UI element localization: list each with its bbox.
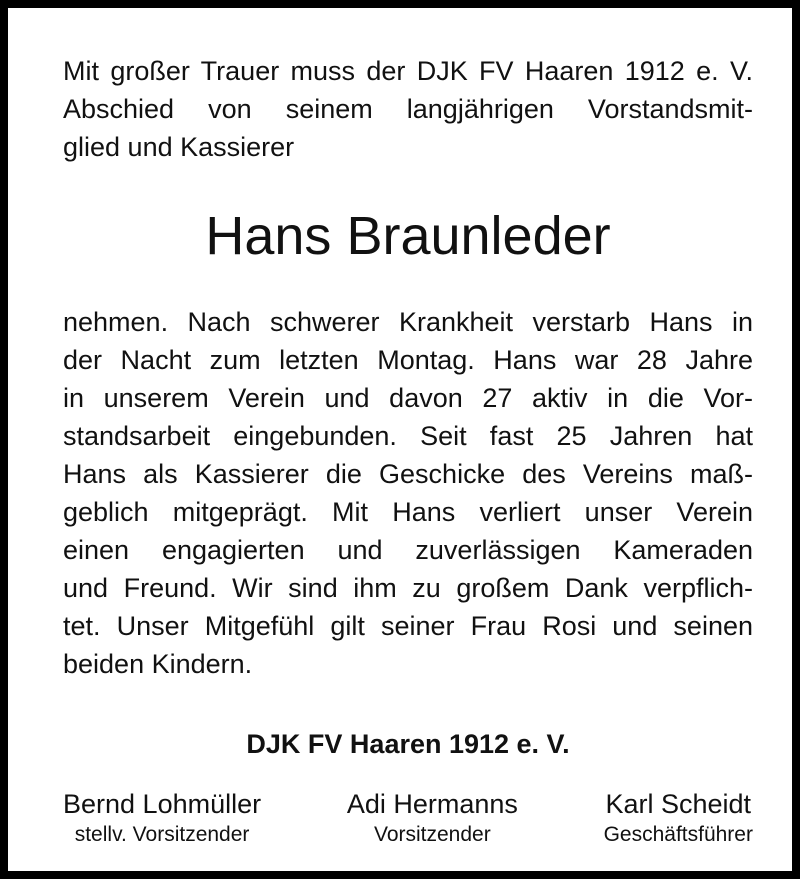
body-line: standsarbeit eingebunden. Seit fast 25 Jahren hat — [63, 421, 753, 451]
body-paragraph — [63, 303, 753, 683]
body-line: Hans als Kassierer die Geschicke des Vereins maß- — [63, 459, 753, 489]
signer-block — [63, 787, 261, 849]
signer-role: Geschäftsführer — [603, 823, 753, 846]
intro-line: Mit großer Trauer muss der DJK FV Haaren 1912 e. V. — [63, 56, 753, 86]
body-line: beiden Kindern. — [63, 649, 253, 679]
club-name: DJK FV Haaren 1912 e. V. — [246, 729, 570, 759]
body-line: einen engagierten und zuverlässigen Kameraden — [63, 535, 753, 565]
signer-name: Karl Scheidt — [605, 789, 752, 819]
signer-block — [347, 787, 518, 849]
signer-block — [604, 787, 753, 849]
intro-line: glied und Kassierer — [63, 132, 295, 162]
body-line: tet. Unser Mitgefühl gilt seiner Frau Rosi und seinen — [63, 611, 753, 641]
signer-role: Vorsitzender — [373, 823, 491, 846]
deceased-name: Hans Braunleder — [205, 206, 611, 266]
body-line: und Freund. Wir sind ihm zu großem Dank verpflich- — [63, 573, 753, 603]
signer-name: Bernd Lohmüller — [63, 789, 262, 819]
body-line: geblich mitgeprägt. Mit Hans verliert unser Verein — [63, 497, 753, 527]
signer-name: Adi Hermanns — [346, 789, 518, 819]
body-line: in unserem Verein und davon 27 aktiv in die Vor- — [63, 383, 753, 413]
body-line: der Nacht zum letzten Montag. Hans war 28 Jahre — [63, 345, 753, 375]
signer-role: stellv. Vorsitzender — [74, 823, 250, 846]
intro-paragraph — [63, 52, 753, 166]
signers-row — [63, 787, 753, 849]
body-line: nehmen. Nach schwerer Krankheit verstarb Hans in — [63, 307, 753, 337]
notice-content — [63, 52, 753, 849]
intro-line: Abschied von seinem langjährigen Vorstandsmit- — [63, 94, 753, 124]
